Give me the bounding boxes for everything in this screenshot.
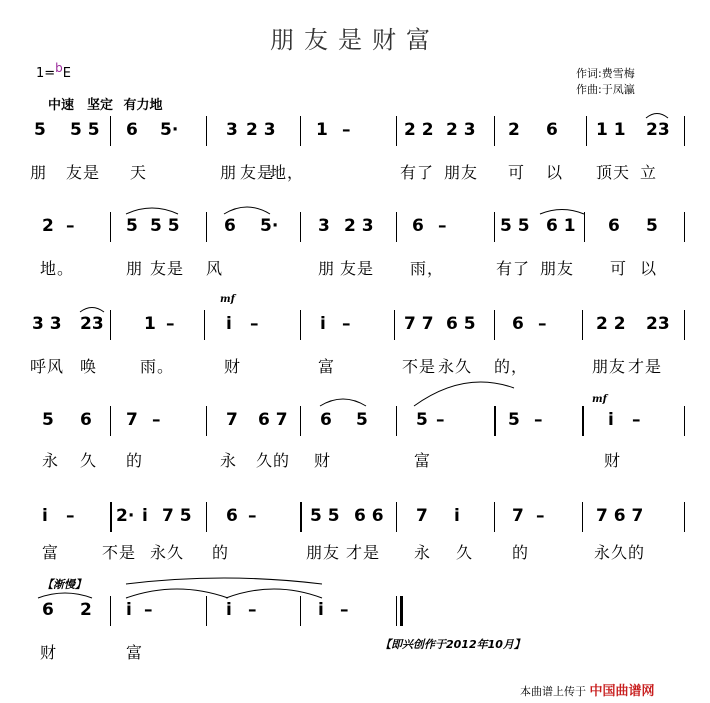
key-prefix: 1= — [36, 66, 56, 81]
note: 7 6 7 — [596, 506, 644, 526]
note: 5 5 — [150, 216, 180, 236]
site-logo[interactable]: 中国曲谱网 — [589, 684, 655, 699]
bar-line — [684, 310, 685, 340]
dash-sustain: – — [342, 314, 351, 334]
lyric-syllable: 不是 — [102, 543, 137, 562]
note: 5 — [646, 216, 658, 236]
note: 3 — [318, 216, 330, 236]
dash-sustain: – — [144, 600, 153, 620]
dash-sustain: – — [250, 314, 259, 334]
note: 5 — [508, 410, 520, 430]
note: i — [608, 410, 614, 430]
footer — [520, 680, 655, 699]
dash-sustain: – — [66, 506, 75, 526]
lyric-syllable: 雨， — [410, 259, 445, 278]
lyric-syllable: 天 — [130, 163, 148, 182]
note: 3 — [226, 120, 238, 140]
lyric-syllable: 的 — [212, 543, 230, 562]
note: 1 — [316, 120, 328, 140]
bar-line — [300, 596, 301, 626]
lyric-syllable: 可 — [508, 163, 526, 182]
note: 2· — [116, 506, 135, 526]
slur — [320, 399, 366, 406]
note: 6 — [608, 216, 620, 236]
bar-line — [396, 212, 397, 242]
bar-line — [300, 310, 301, 340]
lyric-syllable: 朋 — [126, 259, 144, 278]
note: i — [226, 600, 232, 620]
final-bar-thin — [396, 596, 397, 626]
lyric-syllable: 永久的 — [594, 543, 646, 562]
bar-line — [110, 212, 111, 242]
note: 5 5 — [310, 506, 340, 526]
lyric-row — [0, 354, 710, 394]
note: 6 5 — [446, 314, 476, 334]
note: i — [126, 600, 132, 620]
note: 2 2 — [596, 314, 626, 334]
lyric-syllable: 久的 — [256, 451, 291, 470]
bar-line — [494, 502, 495, 532]
dash-sustain: – — [534, 410, 543, 430]
notation-row — [0, 314, 710, 354]
bar-line — [494, 212, 495, 242]
lyric-syllable: 以 — [640, 259, 658, 278]
lyric-syllable: 久 — [456, 543, 474, 562]
bar-line — [582, 502, 583, 532]
note: 5 — [126, 216, 138, 236]
bar-line — [582, 406, 584, 436]
note: 5· — [160, 120, 179, 140]
bar-line — [110, 310, 111, 340]
note: 2 — [42, 216, 54, 236]
bar-line — [300, 116, 301, 146]
tempo-marking: 中速 坚定 有力地 — [48, 98, 163, 113]
note: 2 2 — [404, 120, 434, 140]
note: 7 — [416, 506, 428, 526]
lyric-syllable: 呼风 — [30, 357, 65, 376]
dash-sustain: – — [340, 600, 349, 620]
dash-sustain: – — [248, 506, 257, 526]
ritardando-marking: 【渐慢】 — [42, 578, 86, 591]
bar-line — [300, 502, 302, 532]
lyric-syllable: 雨。 — [140, 357, 175, 376]
lyric-row — [0, 540, 710, 580]
lyric-syllable: 地， — [270, 163, 305, 182]
lyric-syllable: 财 — [314, 451, 332, 470]
dash-sustain: – — [536, 506, 545, 526]
notation-row — [0, 120, 710, 160]
note: 6 — [80, 410, 92, 430]
note: i — [42, 506, 48, 526]
bar-line — [582, 310, 583, 340]
bar-line — [206, 502, 207, 532]
note: 5· — [260, 216, 279, 236]
bar-line — [110, 596, 111, 626]
lyric-syllable: 友是 — [340, 259, 375, 278]
bar-line — [586, 116, 587, 146]
dynamic-marking: mf — [592, 394, 607, 405]
bar-line — [110, 406, 111, 436]
note: 6 — [224, 216, 236, 236]
lyric-syllable: 财 — [224, 357, 242, 376]
lyric-syllable: 永 — [42, 451, 60, 470]
dash-sustain: – — [342, 120, 351, 140]
slur — [646, 114, 668, 119]
note: 1 1 — [596, 120, 626, 140]
notation-row — [0, 216, 710, 256]
lyric-row — [0, 448, 710, 488]
note: 6 — [320, 410, 332, 430]
lyric-row — [0, 256, 710, 296]
note: 5 — [42, 410, 54, 430]
note: 7 5 — [162, 506, 192, 526]
note: 7 — [512, 506, 524, 526]
lyric-syllable: 友是 — [66, 163, 101, 182]
lyric-syllable: 有了 — [400, 163, 435, 182]
lyric-syllable: 不是 — [402, 357, 437, 376]
lyric-syllable: 立 — [640, 163, 658, 182]
composition-note: 【即兴创作于2012年10月】 — [380, 638, 525, 651]
note: 23 — [80, 314, 104, 334]
dash-sustain: – — [166, 314, 175, 334]
lyricist-credit: 作词:费雪梅 — [576, 67, 635, 80]
note: 6 — [42, 600, 54, 620]
lyric-syllable: 富 — [414, 451, 432, 470]
note: 6 — [546, 120, 558, 140]
lyric-syllable: 顶天 — [596, 163, 631, 182]
dash-sustain: – — [538, 314, 547, 334]
lyric-syllable: 永 — [414, 543, 432, 562]
key-note: E — [62, 66, 72, 81]
note: 6 — [126, 120, 138, 140]
dash-sustain: – — [248, 600, 257, 620]
bar-line — [684, 502, 685, 532]
dynamic-marking: mf — [220, 294, 235, 305]
note: 5 — [416, 410, 428, 430]
lyric-syllable: 富 — [42, 543, 60, 562]
lyric-syllable: 的 — [512, 543, 530, 562]
note: i — [320, 314, 326, 334]
dash-sustain: – — [438, 216, 447, 236]
slur — [226, 589, 322, 598]
note: 6 1 — [546, 216, 576, 236]
lyric-syllable: 朋 — [220, 163, 238, 182]
lyric-syllable: 朋友 — [444, 163, 479, 182]
bar-line — [396, 116, 397, 146]
bar-line — [394, 310, 395, 340]
lyric-row — [0, 160, 710, 200]
note: 5 5 — [70, 120, 100, 140]
note: 5 — [356, 410, 368, 430]
lyric-syllable: 朋 — [318, 259, 336, 278]
lyric-syllable: 地。 — [40, 259, 75, 278]
lyric-syllable: 永久 — [150, 543, 185, 562]
note: i — [454, 506, 460, 526]
bar-line — [396, 406, 397, 436]
bar-line — [300, 212, 301, 242]
bar-line — [206, 596, 207, 626]
note: 7 — [226, 410, 238, 430]
lyric-syllable: 唤 — [80, 357, 98, 376]
bar-line — [684, 212, 685, 242]
notation-row — [0, 410, 710, 450]
lyric-syllable: 永久 — [438, 357, 473, 376]
bar-line — [300, 406, 301, 436]
bar-line — [684, 116, 685, 146]
lyric-syllable: 友是 — [240, 163, 275, 182]
lyric-syllable: 财 — [40, 643, 58, 662]
note: 6 6 — [354, 506, 384, 526]
lyric-syllable: 富 — [126, 643, 144, 662]
note: i — [142, 506, 148, 526]
bar-line — [206, 116, 207, 146]
lyric-syllable: 久 — [80, 451, 98, 470]
slur — [224, 207, 270, 214]
note: 2 3 — [246, 120, 276, 140]
dash-sustain: – — [436, 410, 445, 430]
slur — [38, 593, 92, 598]
slur — [126, 208, 178, 214]
slur — [80, 308, 104, 313]
bar-line — [206, 212, 207, 242]
notation-row — [0, 600, 710, 640]
note: 1 — [144, 314, 156, 334]
lyric-syllable: 朋友 — [592, 357, 627, 376]
lyric-syllable: 才是 — [346, 543, 381, 562]
note: 5 — [34, 120, 46, 140]
dash-sustain: – — [66, 216, 75, 236]
note: 2 — [80, 600, 92, 620]
lyric-row — [0, 640, 710, 680]
slur — [126, 589, 228, 598]
note: 23 — [646, 314, 670, 334]
note: 2 3 — [446, 120, 476, 140]
note: 6 — [412, 216, 424, 236]
bar-line — [396, 502, 397, 532]
note: 2 3 — [344, 216, 374, 236]
bar-line — [204, 310, 205, 340]
slur — [540, 210, 584, 215]
lyric-syllable: 才是 — [628, 357, 663, 376]
composer-credit: 作曲:于凤瀛 — [576, 83, 635, 96]
bar-line — [110, 502, 112, 532]
note: 7 7 — [404, 314, 434, 334]
lyric-syllable: 的 — [126, 451, 144, 470]
note: 5 5 — [500, 216, 530, 236]
lyric-syllable: 有了 — [496, 259, 531, 278]
bar-line — [494, 310, 495, 340]
lyric-syllable: 财 — [604, 451, 622, 470]
dash-sustain: – — [632, 410, 641, 430]
note: 6 — [226, 506, 238, 526]
lyric-syllable: 富 — [318, 357, 336, 376]
lyric-syllable: 的， — [494, 357, 529, 376]
lyric-syllable: 友是 — [150, 259, 185, 278]
note: 2 — [508, 120, 520, 140]
bar-line — [110, 116, 111, 146]
note: 23 — [646, 120, 670, 140]
bar-line — [684, 406, 685, 436]
note: 7 — [126, 410, 138, 430]
bar-line — [494, 116, 495, 146]
bar-line — [584, 212, 585, 242]
lyric-syllable: 朋友 — [306, 543, 341, 562]
lyric-syllable: 朋友 — [540, 259, 575, 278]
note: 6 7 — [258, 410, 288, 430]
note: i — [226, 314, 232, 334]
lyric-syllable: 风 — [206, 259, 224, 278]
bar-line — [494, 406, 496, 436]
lyric-syllable: 可 — [610, 259, 628, 278]
lyric-syllable: 以 — [546, 163, 564, 182]
flat-sign: b — [55, 61, 63, 75]
song-title: 朋友是财富 — [270, 26, 440, 54]
note: 6 — [512, 314, 524, 334]
note: 3 3 — [32, 314, 62, 334]
bar-line — [206, 406, 207, 436]
note: i — [318, 600, 324, 620]
lyric-syllable: 朋 — [30, 163, 48, 182]
lyric-syllable: 永 — [220, 451, 238, 470]
final-bar-thick — [400, 596, 403, 626]
dash-sustain: – — [152, 410, 161, 430]
footer-text: 本曲谱上传于 — [520, 685, 586, 698]
